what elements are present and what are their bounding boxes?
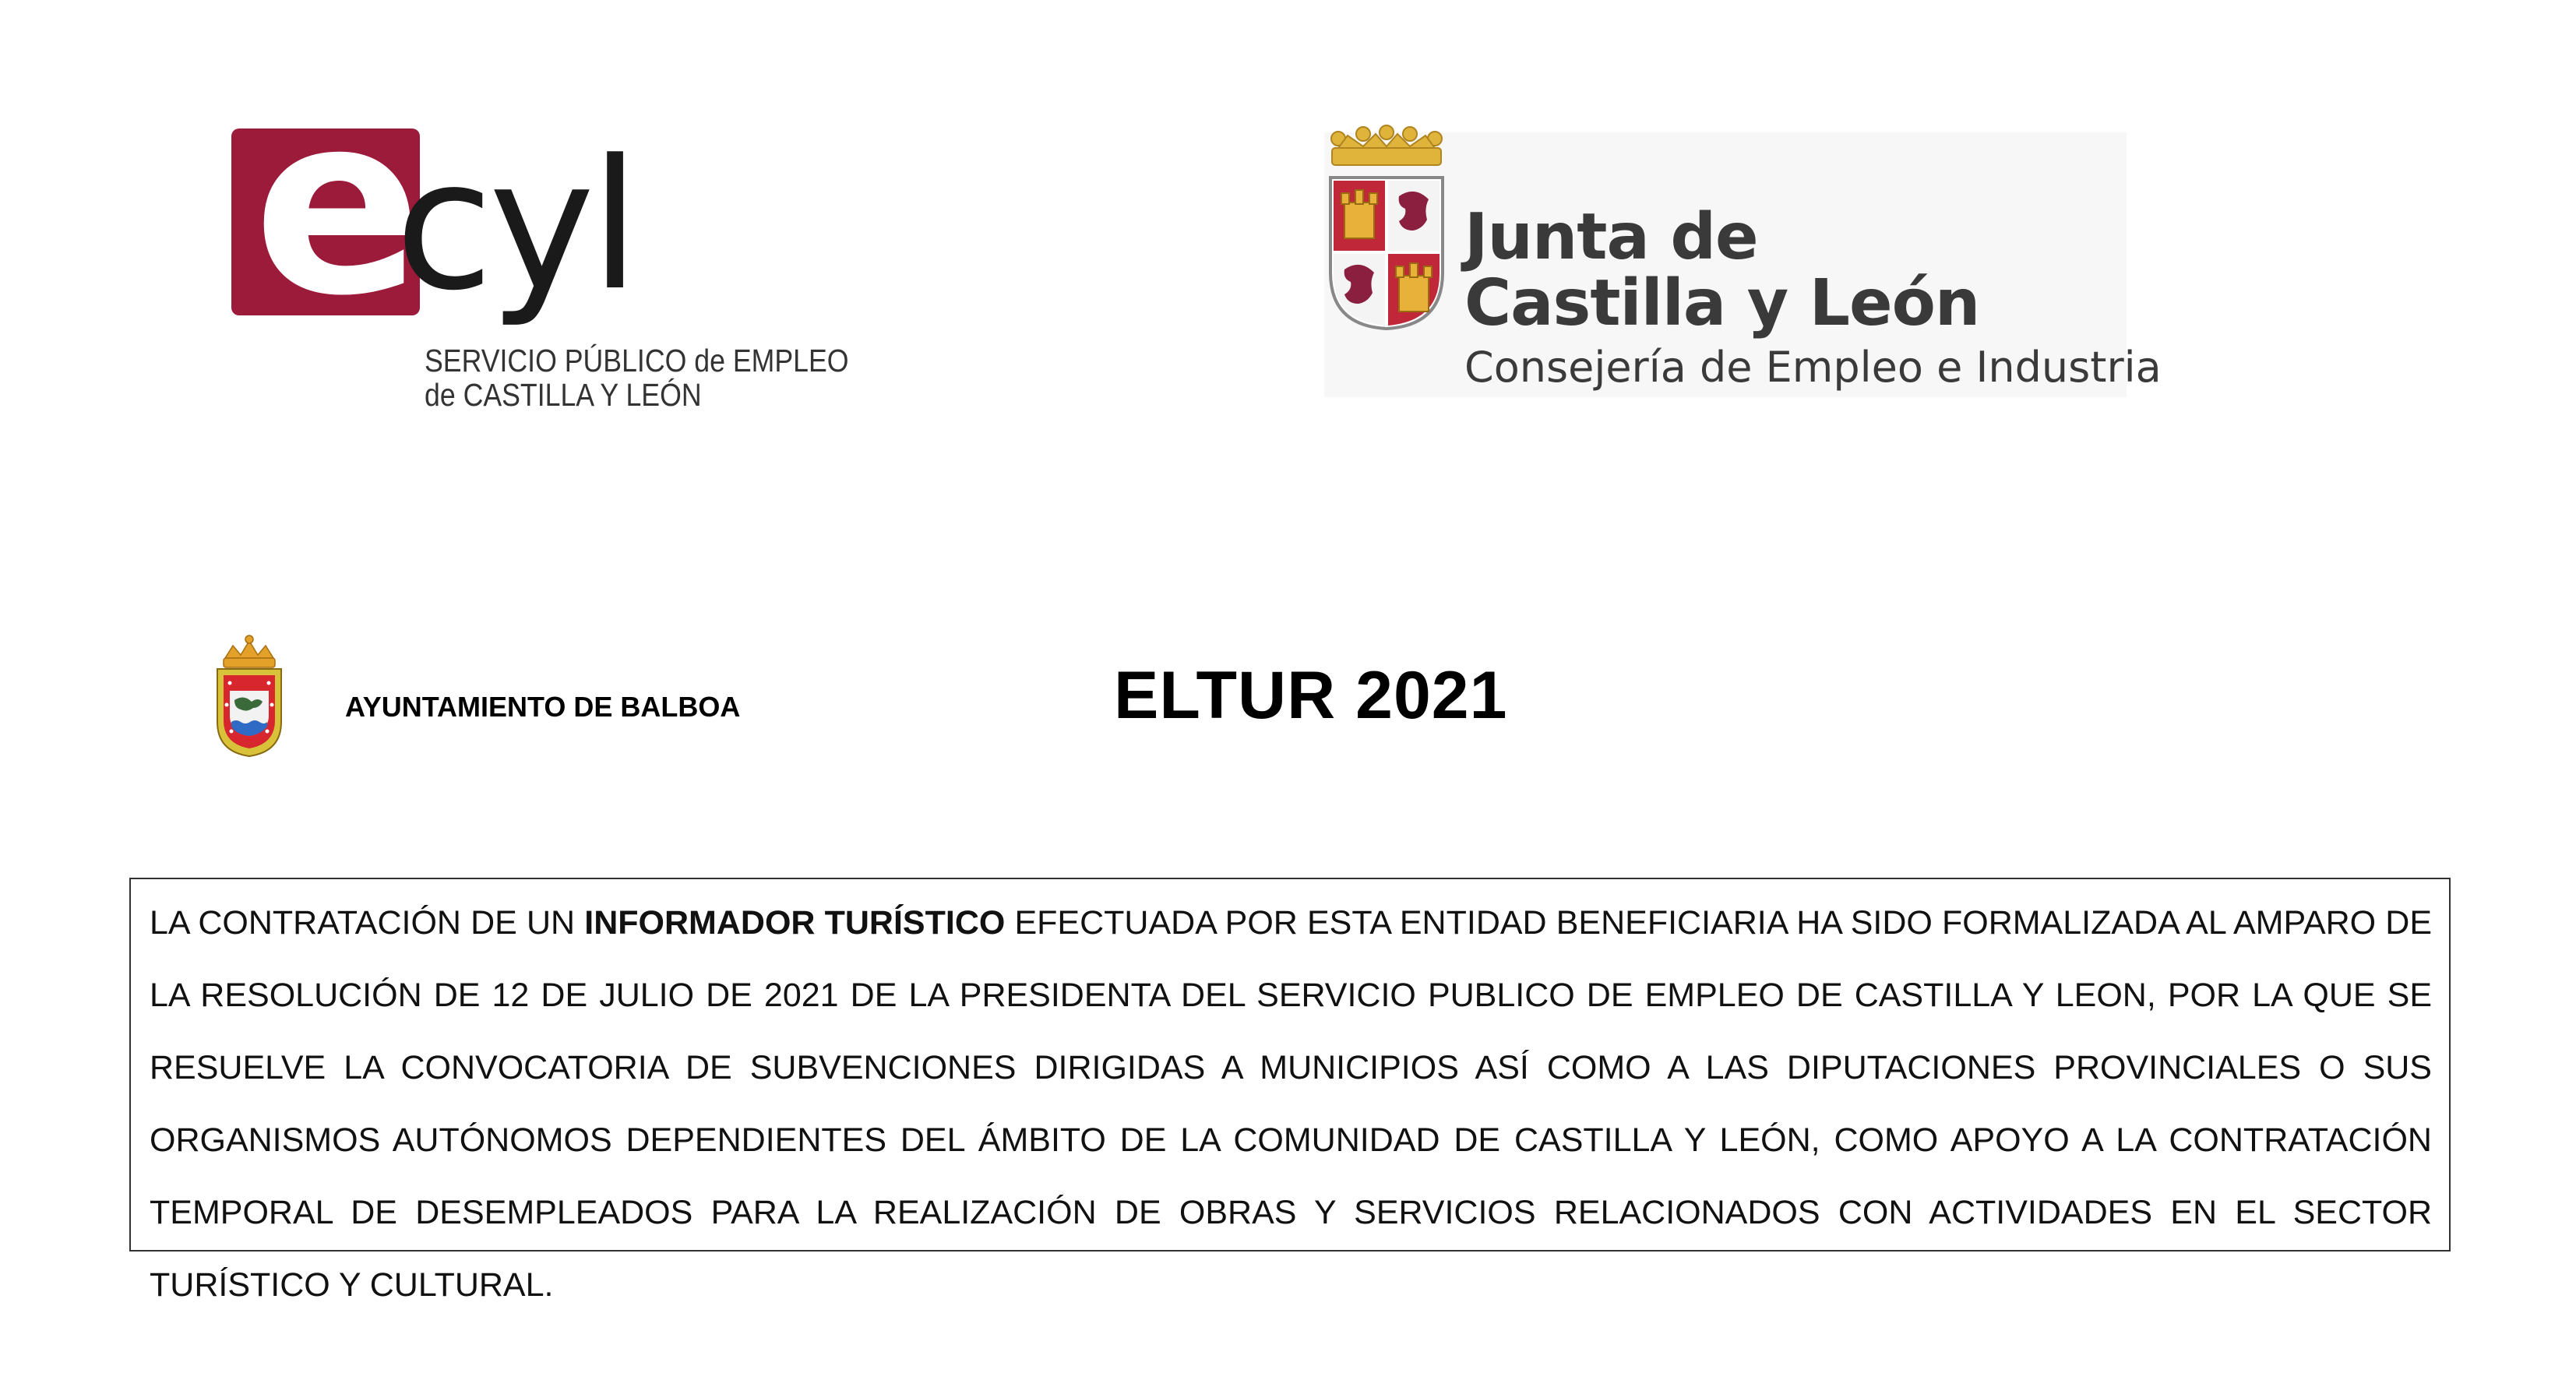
notice-box xyxy=(129,878,2451,1304)
coat-of-arms-icon xyxy=(1324,125,1449,335)
municipality-name: AYUNTAMIENTO DE BALBOA xyxy=(345,691,741,723)
notice-text xyxy=(150,887,2432,1322)
junta-logo xyxy=(1324,125,2162,405)
ecyl-logo-wordmark: cyl xyxy=(395,122,636,330)
notice-lead: LA CONTRATACIÓN DE UN xyxy=(150,904,585,942)
junta-name-line2: Castilla y León xyxy=(1464,266,1980,340)
ecyl-logo-letter: e xyxy=(253,61,420,350)
ecyl-subtitle-line2: de CASTILLA Y LEÓN xyxy=(425,377,702,413)
junta-department: Consejería de Empleo e Industria xyxy=(1464,343,2162,392)
notice-body: EFECTUADA POR ESTA ENTIDAD BENEFICIARIA HA SIDO FORMALIZADA AL AMPARO DE LA RESOLUCIÓN DE 12 DE JULIO DE 2021 DE LA PRESIDENTA DEL SERVICIO PUBLICO DE EMPLEO DE CASTILLA Y LEON, POR LA QUE SE RESUELVE LA CONVOCATORIA DE SUBVENCIONES DIRIGIDAS A MUNICIPIOS ASÍ COMO A LAS DIPUTACIONES PROVINCIALES O SUS ORGANISMOS AUTÓNOMOS DEPENDIENTES DEL ÁMBITO DE LA COMUNIDAD DE CASTILLA Y LEÓN, COMO APOYO A LA CONTRATACIÓN TEMPORAL DE DESEMPLEADOS PARA LA REALIZACIÓN DE OBRAS Y SERVICIOS RELACIONADOS CON ACTIVIDADES EN EL SECTOR TURÍSTICO Y CULTURAL. xyxy=(150,904,2433,1304)
ecyl-logo xyxy=(231,61,849,421)
ecyl-subtitle-line1: SERVICIO PÚBLICO de EMPLEO xyxy=(425,343,849,378)
page-title: ELTUR 2021 xyxy=(1114,658,1508,733)
balboa-coat-of-arms-icon xyxy=(214,635,284,759)
junta-name-line1: Junta de xyxy=(1464,200,1758,274)
notice-highlight: INFORMADOR TURÍSTICO xyxy=(584,904,1006,942)
